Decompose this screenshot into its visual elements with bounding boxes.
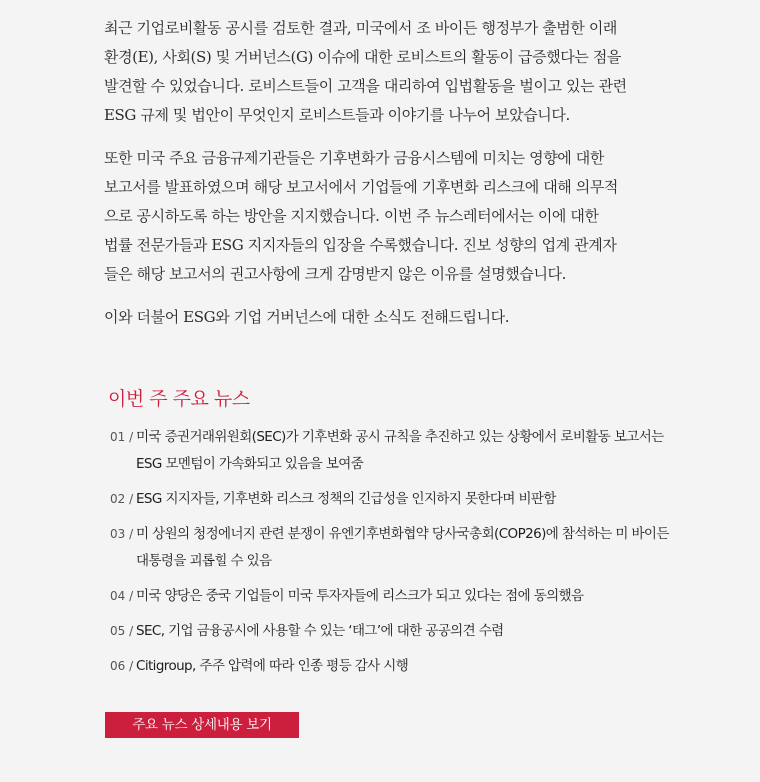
news-item-02[interactable] <box>110 486 730 513</box>
news-section-title: 이번 주 주요 뉴스 <box>108 388 250 410</box>
text-line: ESG 규제 및 법안이 무엇인지 로비스트들과 이야기를 나누어 보았습니다. <box>104 106 570 124</box>
news-headline <box>136 618 504 645</box>
news-item-05[interactable] <box>110 618 730 645</box>
headline-line: Citigroup, 주주 압력에 따라 인종 평등 감사 시행 <box>136 658 409 674</box>
news-number: 04 / <box>110 589 134 603</box>
news-headline <box>136 583 583 610</box>
news-headline <box>136 486 556 513</box>
news-number: 03 / <box>110 527 134 541</box>
news-number: 06 / <box>110 659 134 673</box>
news-number: 05 / <box>110 624 134 638</box>
text-line: 으로 공시하도록 하는 방안을 지지했습니다. 이번 주 뉴스레터에서는 이에 대한 <box>104 207 599 225</box>
news-list <box>110 424 730 688</box>
news-headline <box>136 521 669 575</box>
text-line: 이와 더불어 ESG와 기업 거버넌스에 대한 소식도 전해드립니다. <box>104 308 510 326</box>
news-item-01[interactable] <box>110 424 730 478</box>
text-line: 최근 기업로비활동 공시를 검토한 결과, 미국에서 조 바이든 행정부가 출범한 이래 <box>104 19 618 37</box>
headline-line: 미국 양당은 중국 기업들이 미국 투자자들에 리스크가 되고 있다는 점에 동의했음 <box>136 588 584 604</box>
intro-paragraph-2 <box>104 144 684 289</box>
news-item-03[interactable] <box>110 521 730 575</box>
headline-line: ESG 지지자들, 기후변화 리스크 정책의 긴급성을 인지하지 못한다며 비판함 <box>136 491 556 507</box>
headline-line: 미국 증권거래위원회(SEC)가 기후변화 공시 규칙을 추진하고 있는 상황에서 로비활동 보고서는 <box>136 429 664 445</box>
news-number: 01 / <box>110 430 134 444</box>
text-line: 발견할 수 있었습니다. 로비스트들이 고객을 대리하여 입법활동을 벌이고 있는 관련 <box>104 77 627 95</box>
text-line: 들은 해당 보고서의 권고사항에 크게 감명받지 않은 이유를 설명했습니다. <box>104 265 567 283</box>
intro-text <box>104 14 684 346</box>
text-line: 보고서를 발표하였으며 해당 보고서에서 기업들에 기후변화 리스크에 대해 의무적 <box>104 178 619 196</box>
news-headline <box>136 424 664 478</box>
news-headline <box>136 653 408 680</box>
news-item-04[interactable] <box>110 583 730 610</box>
headline-line: 대통령을 괴롭힐 수 있음 <box>136 553 272 569</box>
view-news-details-button[interactable]: 주요 뉴스 상세내용 보기 <box>105 712 299 738</box>
news-number: 02 / <box>110 492 134 506</box>
text-line: 법률 전문가들과 ESG 지지자들의 입장을 수록했습니다. 진보 성향의 업계 관계자 <box>104 236 617 254</box>
text-line: 또한 미국 주요 금융규제기관들은 기후변화가 금융시스템에 미치는 영향에 대한 <box>104 149 604 167</box>
intro-paragraph-3 <box>104 303 684 332</box>
intro-paragraph-1 <box>104 14 684 130</box>
headline-line: ESG 모멘텀이 가속화되고 있음을 보여줌 <box>136 456 364 472</box>
headline-line: 미 상원의 청정에너지 관련 분쟁이 유엔기후변화협약 당사국총회(COP26)에 참석하는 미 바이든 <box>136 526 669 542</box>
text-line: 환경(E), 사회(S) 및 거버넌스(G) 이슈에 대한 로비스트의 활동이 급증했다는 점을 <box>104 48 622 66</box>
headline-line: SEC, 기업 금융공시에 사용할 수 있는 ‘태그’에 대한 공공의견 수렴 <box>136 623 504 639</box>
news-item-06[interactable] <box>110 653 730 680</box>
